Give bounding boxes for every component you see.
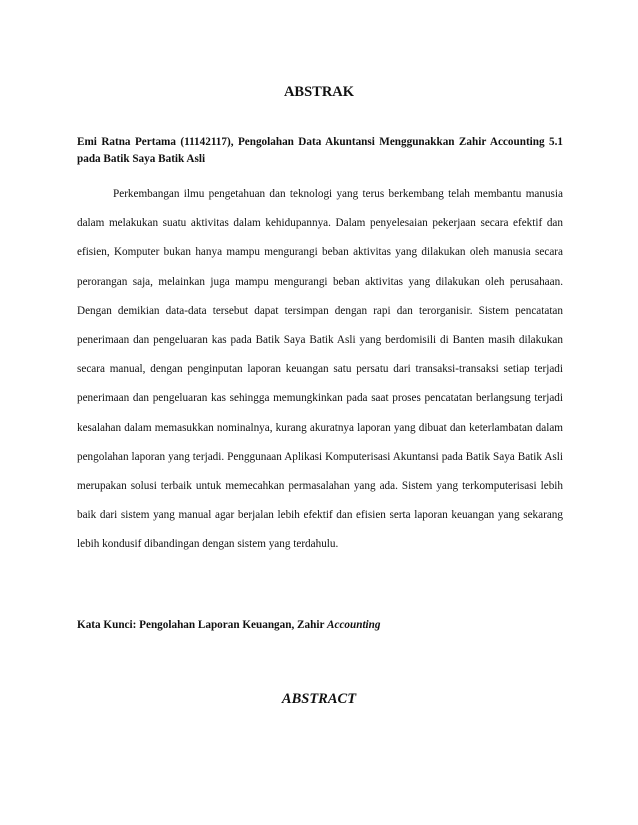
- abstract-paragraph: Perkembangan ilmu pengetahuan dan teknologi yang terus berkembang telah membantu manusia dalam melakukan suatu aktivitas dalam kehidupannya. Dalam penyelesaian pekerjaan secara efektif dan efisien, Komputer bukan hanya mampu mengurangi beban aktivitas yang dilakukan oleh manusia secara perorangan saja, melainkan juga mampu mengurangi beban aktivitas yang dilakukan oleh perusahaan. Dengan demikian data-data tersebut dapat tersimpan dengan rapi dan terorganisir. Sistem pencatatan penerimaan dan pengeluaran kas pada Batik Saya Batik Asli yang berdomisili di Banten masih dilakukan secara manual, dengan penginputan laporan keuangan satu persatu dari transaksi-transaksi setiap terjadi penerimaan dan pengeluaran kas sehingga memungkinkan pada saat proses pencatatan berlangsung terjadi kesalahan dalam memasukkan nominalnya, kurang akuratnya laporan yang dibuat dan keterlambatan dalam pengolahan laporan yang terjadi. Penggunaan Aplikasi Komputerisasi Akuntansi pada Batik Saya Batik Asli merupakan solusi terbaik untuk memecahkan permasalahan yang ada. Sistem yang terkomputerisasi lebih baik dari sistem yang manual agar berjalan lebih efektif dan efisien serta laporan keuangan yang sekarang lebih kondusif dibandingan dengan sistem yang terdahulu.: [77, 188, 563, 551]
- abstract-heading: ABSTRACT: [281, 691, 357, 707]
- abstract-body: [77, 180, 563, 560]
- author-title-line: Emi Ratna Pertama (11142117), Pengolahan Data Akuntansi Menggunakkan Zahir Accounting 5.1 pada Batik Saya Batik Asli: [77, 136, 563, 165]
- keywords-text: Kata Kunci: Pengolahan Laporan Keuangan, Zahir: [77, 619, 328, 631]
- keywords-line: [77, 619, 563, 631]
- abstrak-heading: ABSTRAK: [283, 84, 355, 100]
- keywords-italic-term: Accounting: [327, 619, 381, 631]
